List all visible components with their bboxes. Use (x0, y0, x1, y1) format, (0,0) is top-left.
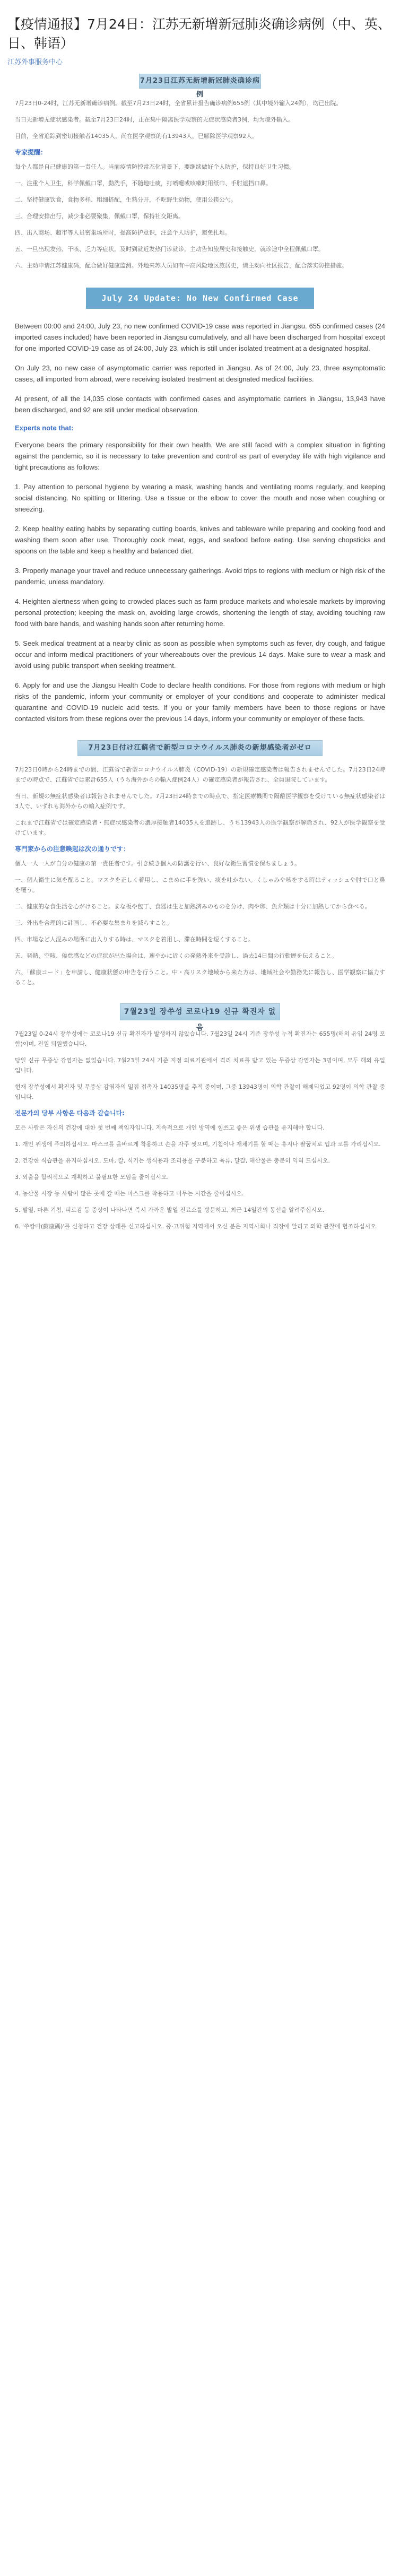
tip-paragraph: Everyone bears the primary responsibility for their own health. We are still faced with a complex situation in fighting against the pandemic, so it is necessary to take prevention and control as part of everyday life with high vigilance and tight precautions as follows: (15, 441, 385, 471)
source-link[interactable]: 江苏外事服务中心 (7, 58, 63, 66)
tip-paragraph: 二、坚持健康饮食，食物多样、粗细搭配，生熟分开，不吃野生动物，使用公筷公勺。 (15, 196, 237, 203)
tip-paragraph: 4. 농산물 시장 등 사람이 많은 곳에 갈 때는 마스크를 착용하고 머무는 시간을 줄이십시오. (15, 1190, 244, 1197)
section-banner-en: July 24 Update: No New Confirmed Case Reported in Jiangsu (86, 288, 314, 309)
tip-paragraph: 六、「蘇康コード」を申請し、健康状態の申告を行うこと。中・高リスク地域から来た方は、地域社会や勤務先に報告し、医学観察に協力すること。 (15, 969, 385, 986)
expert-title: 전문가의 당부 사항은 다음과 같습니다: (15, 1109, 125, 1117)
tip-paragraph: 一、注重个人卫生，科学佩戴口罩，勤洗手，不随地吐痰，打喷嚏或咳嗽时用纸巾、手肘遮挡口鼻。 (15, 180, 272, 187)
section-banner-zh: 7月23日江苏无新增新冠肺炎确诊病例 (139, 74, 261, 89)
tip-paragraph: 6. '쑤캉마(蘇康碼)'를 신청하고 건강 상태를 신고하십시오. 중·고위험 지역에서 오신 분은 지역사회나 직장에 알리고 의학 관찰에 협조하십시오. (15, 1223, 378, 1230)
expert-title: 专家提醒： (15, 149, 47, 156)
tip-paragraph: 四、出入商场、超市等人员密集场所时，提高防护意识，注意个人防护，避免扎堆。 (15, 229, 231, 236)
tip-paragraph: 3. 외출을 합리적으로 계획하고 불필요한 모임을 줄이십시오. (15, 1174, 169, 1181)
tip-paragraph: 1. Pay attention to personal hygiene by wearing a mask, washing hands and ventilating rooms regularly, and keeping social distancing. No spitting or littering. Use a tissue or the elbow to cover the mouth and nose when coughing or sneezing. (15, 483, 385, 513)
paragraph: 현재 장쑤성에서 확진자 및 무증상 감염자의 밀접 접촉자 14035명을 추적 중이며, 그중 13943명이 의학 관찰이 해제되었고 92명이 의학 관찰 중입니다. (15, 1083, 385, 1100)
paragraph: 7月23日0-24时，江苏无新增确诊病例。截至7月23日24时，全省累计报告确诊病例655例（其中境外输入24例），均已出院。 (15, 100, 342, 107)
article-header (0, 0, 400, 66)
tip-paragraph: 1. 개인 위생에 주의하십시오. 마스크를 올바르게 착용하고 손을 자주 씻으며, 기침이나 재채기를 할 때는 휴지나 팔꿈치로 입과 코를 가리십시오. (15, 1141, 381, 1148)
tip-paragraph: 三、外出を合理的に計画し、不必要な集まりを減らすこと。 (15, 920, 172, 926)
section-zh (0, 98, 400, 271)
paragraph: Between 00:00 and 24:00, July 23, no new confirmed COVID-19 case was reported in Jiangsu. 655 confirmed cases (24 imported cases included) have been reported in Jiangsu cumulatively, and all have been discharged from hospital except for one imported COVID-19 case as of 24:00, July 23, which is still under isolated treatment at a designated hospital. (15, 322, 385, 352)
tip-paragraph: 六、主动申请江苏健康码，配合做好健康监测。外地来苏人员如有中高风险地区旅居史，请主动向社区报告，配合落实防控措施。 (15, 262, 347, 269)
paragraph: これまで江蘇省では確定感染者・無症状感染者の濃厚接触者14035人を追跡し、うち13943人の医学観察が解除され、92人が医学観察を受けています。 (15, 819, 385, 836)
tip-paragraph: 四、市場など人混みの場所に出入りする時は、マスクを着用し、滞在時間を短くすること。 (15, 936, 254, 943)
tip-paragraph: 一、個人衛生に気を配ること。マスクを正しく着用し、こまめに手を洗い、痰を吐かない。くしゃみや咳をする時はティッシュや肘で口と鼻を覆う。 (15, 877, 385, 894)
paragraph: 7월23일 0-24시 장쑤성에는 코로나19 신규 확진자가 발생하지 않았습니다. 7월23일 24시 기준 장쑤성 누적 확진자는 655명(해외 유입 24명 포함)이며, 전원 퇴원했습니다. (15, 1030, 385, 1047)
paragraph: At present, of all the 14,035 close contacts with confirmed cases and asymptomatic carriers in Jiangsu, 13,943 have been discharged, and 92 are still under medical observation. (15, 395, 385, 414)
paragraph: 당일 신규 무증상 감염자는 없었습니다. 7월23일 24시 기준 지정 의료기관에서 격리 치료를 받고 있는 무증상 감염자는 3명이며, 모두 해외 유입입니다. (15, 1057, 385, 1074)
tip-paragraph: 五、発熱、空咳、倦怠感などの症状が出た場合は、速やかに近くの発熱外来を受診し、過去14日間の行動歴を伝えること。 (15, 952, 337, 959)
tip-paragraph: 三、合理安排出行，减少非必要聚集，佩戴口罩，保持社交距离。 (15, 213, 184, 220)
article-title: 【疫情通报】7月24日：江苏无新增新冠肺炎确诊病例（中、英、日、韩语） (7, 16, 391, 51)
paragraph: 目前，全省追踪到密切接触者14035人，尚在医学观察的有13943人，已解除医学观察92人。 (15, 133, 258, 140)
section-ko (0, 1029, 400, 1231)
paragraph: 当日无新增无症状感染者。截至7月23日24时，正在集中隔离医学观察的无症状感染者3例，均为境外输入。 (15, 116, 294, 123)
tip-paragraph: 5. 발열, 마른 기침, 피로감 등 증상이 나타나면 즉시 가까운 발열 진료소를 방문하고, 최근 14일간의 동선을 알려주십시오. (15, 1207, 325, 1213)
expert-title: Experts note that: (15, 424, 74, 432)
tip-paragraph: 모든 사람은 자신의 건강에 대한 첫 번째 책임자입니다. 지속적으로 개인 방역에 힘쓰고 좋은 위생 습관을 유지해야 합니다. (15, 1124, 325, 1131)
tip-paragraph: 2. Keep healthy eating habits by separating cutting boards, knives and tableware while preparing and cooking food and washing them soon after use. Thoroughly cook meat, eggs, and seafood before eating. Use serving chopsticks and spoons on the table and keep a healthy and balanced diet. (15, 525, 385, 555)
tip-paragraph: 個人一人一人が自分の健康の第一責任者です。引き続き個人の防護を行い、良好な衛生習慣を保ちましょう。 (15, 860, 301, 867)
tip-paragraph: 6. Apply for and use the Jiangsu Health Code to declare health conditions. For those from regions with medium or high risks of the pandemic, inform your community or employer of your conditions and cooperate to administer medical quarantine and COVID-19 nucleic acid tests. If you or your family members have been to those regions or have contacted visitors from these regions over the previous 14 days, inform your community or employer of these facts. (15, 681, 385, 723)
paragraph: On July 23, no new case of asymptomatic carrier was reported in Jiangsu. As of 24:00, July 23, three asymptomatic cases, all imported from abroad, were receiving isolated treatment at designated medical facilities. (15, 364, 385, 383)
tip-paragraph: 五、一旦出现发热、干咳、乏力等症状，及时到就近发热门诊就诊，主动告知旅居史和接触史，就诊途中全程佩戴口罩。 (15, 246, 324, 253)
section-ja (0, 765, 400, 987)
tip-paragraph: 4. Heighten alertness when going to crowded places such as farm produce markets and wholesale markets by improving personal protection; keeping the mask on, avoiding large crowds, shortening the length of stay, avoiding touching raw food with bare hands, and washing hands soon after returning home. (15, 597, 385, 628)
section-banner-ja: 7月23日付け江蘇省で新型コロナウイルス肺炎の新規感染者がゼロ (77, 740, 323, 756)
section-en (0, 320, 400, 724)
expert-title: 専門家からの注意喚起は次の通りです： (15, 845, 130, 853)
paragraph: 7月23日0時から24時までの間、江蘇省で新型コロナウイルス肺炎（COVID-19）の新規確定感染者は報告されませんでした。7月23日24時までの時点で、江蘇省では累計655人（うち海外からの輸入症例24人）の確定感染者が報告され、全員退院しています。 (15, 766, 385, 783)
section-banner-ko: 7월23일 장쑤성 코로나19 신규 확진자 없음 (120, 1003, 280, 1020)
tip-paragraph: 2. 건강한 식습관을 유지하십시오. 도마, 칼, 식기는 생식용과 조리용을 구분하고 육류, 달걀, 해산물은 충분히 익혀 드십시오. (15, 1157, 330, 1164)
tip-paragraph: 每个人都是自己健康的第一责任人。当前疫情防控常态化背景下，要继续做好个人防护，保持良好卫生习惯。 (15, 163, 295, 170)
tip-paragraph: 5. Seek medical treatment at a nearby clinic as soon as possible when symptoms such as fever, dry cough, and fatigue occur and inform medical practitioners of your whereabouts over the previous 14 days. Make sure to wear a mask and avoid using public transport when seeking treatment. (15, 639, 385, 670)
tip-paragraph: 3. Properly manage your travel and reduce unnecessary gatherings. Avoid trips to regions with medium or high risk of the pandemic, unless mandatory. (15, 567, 385, 586)
paragraph: 当日、新規の無症状感染者は報告されませんでした。7月23日24時までの時点で、指定医療機関で隔離医学観察を受けている無症状感染者は3人で、いずれも海外からの輸入症例です。 (15, 793, 385, 810)
tip-paragraph: 二、健康的な食生活を心がけること。まな板や包丁、食器は生と加熱済みのものを分け、肉や卵、魚介類は十分に加熱してから食べる。 (15, 903, 371, 910)
